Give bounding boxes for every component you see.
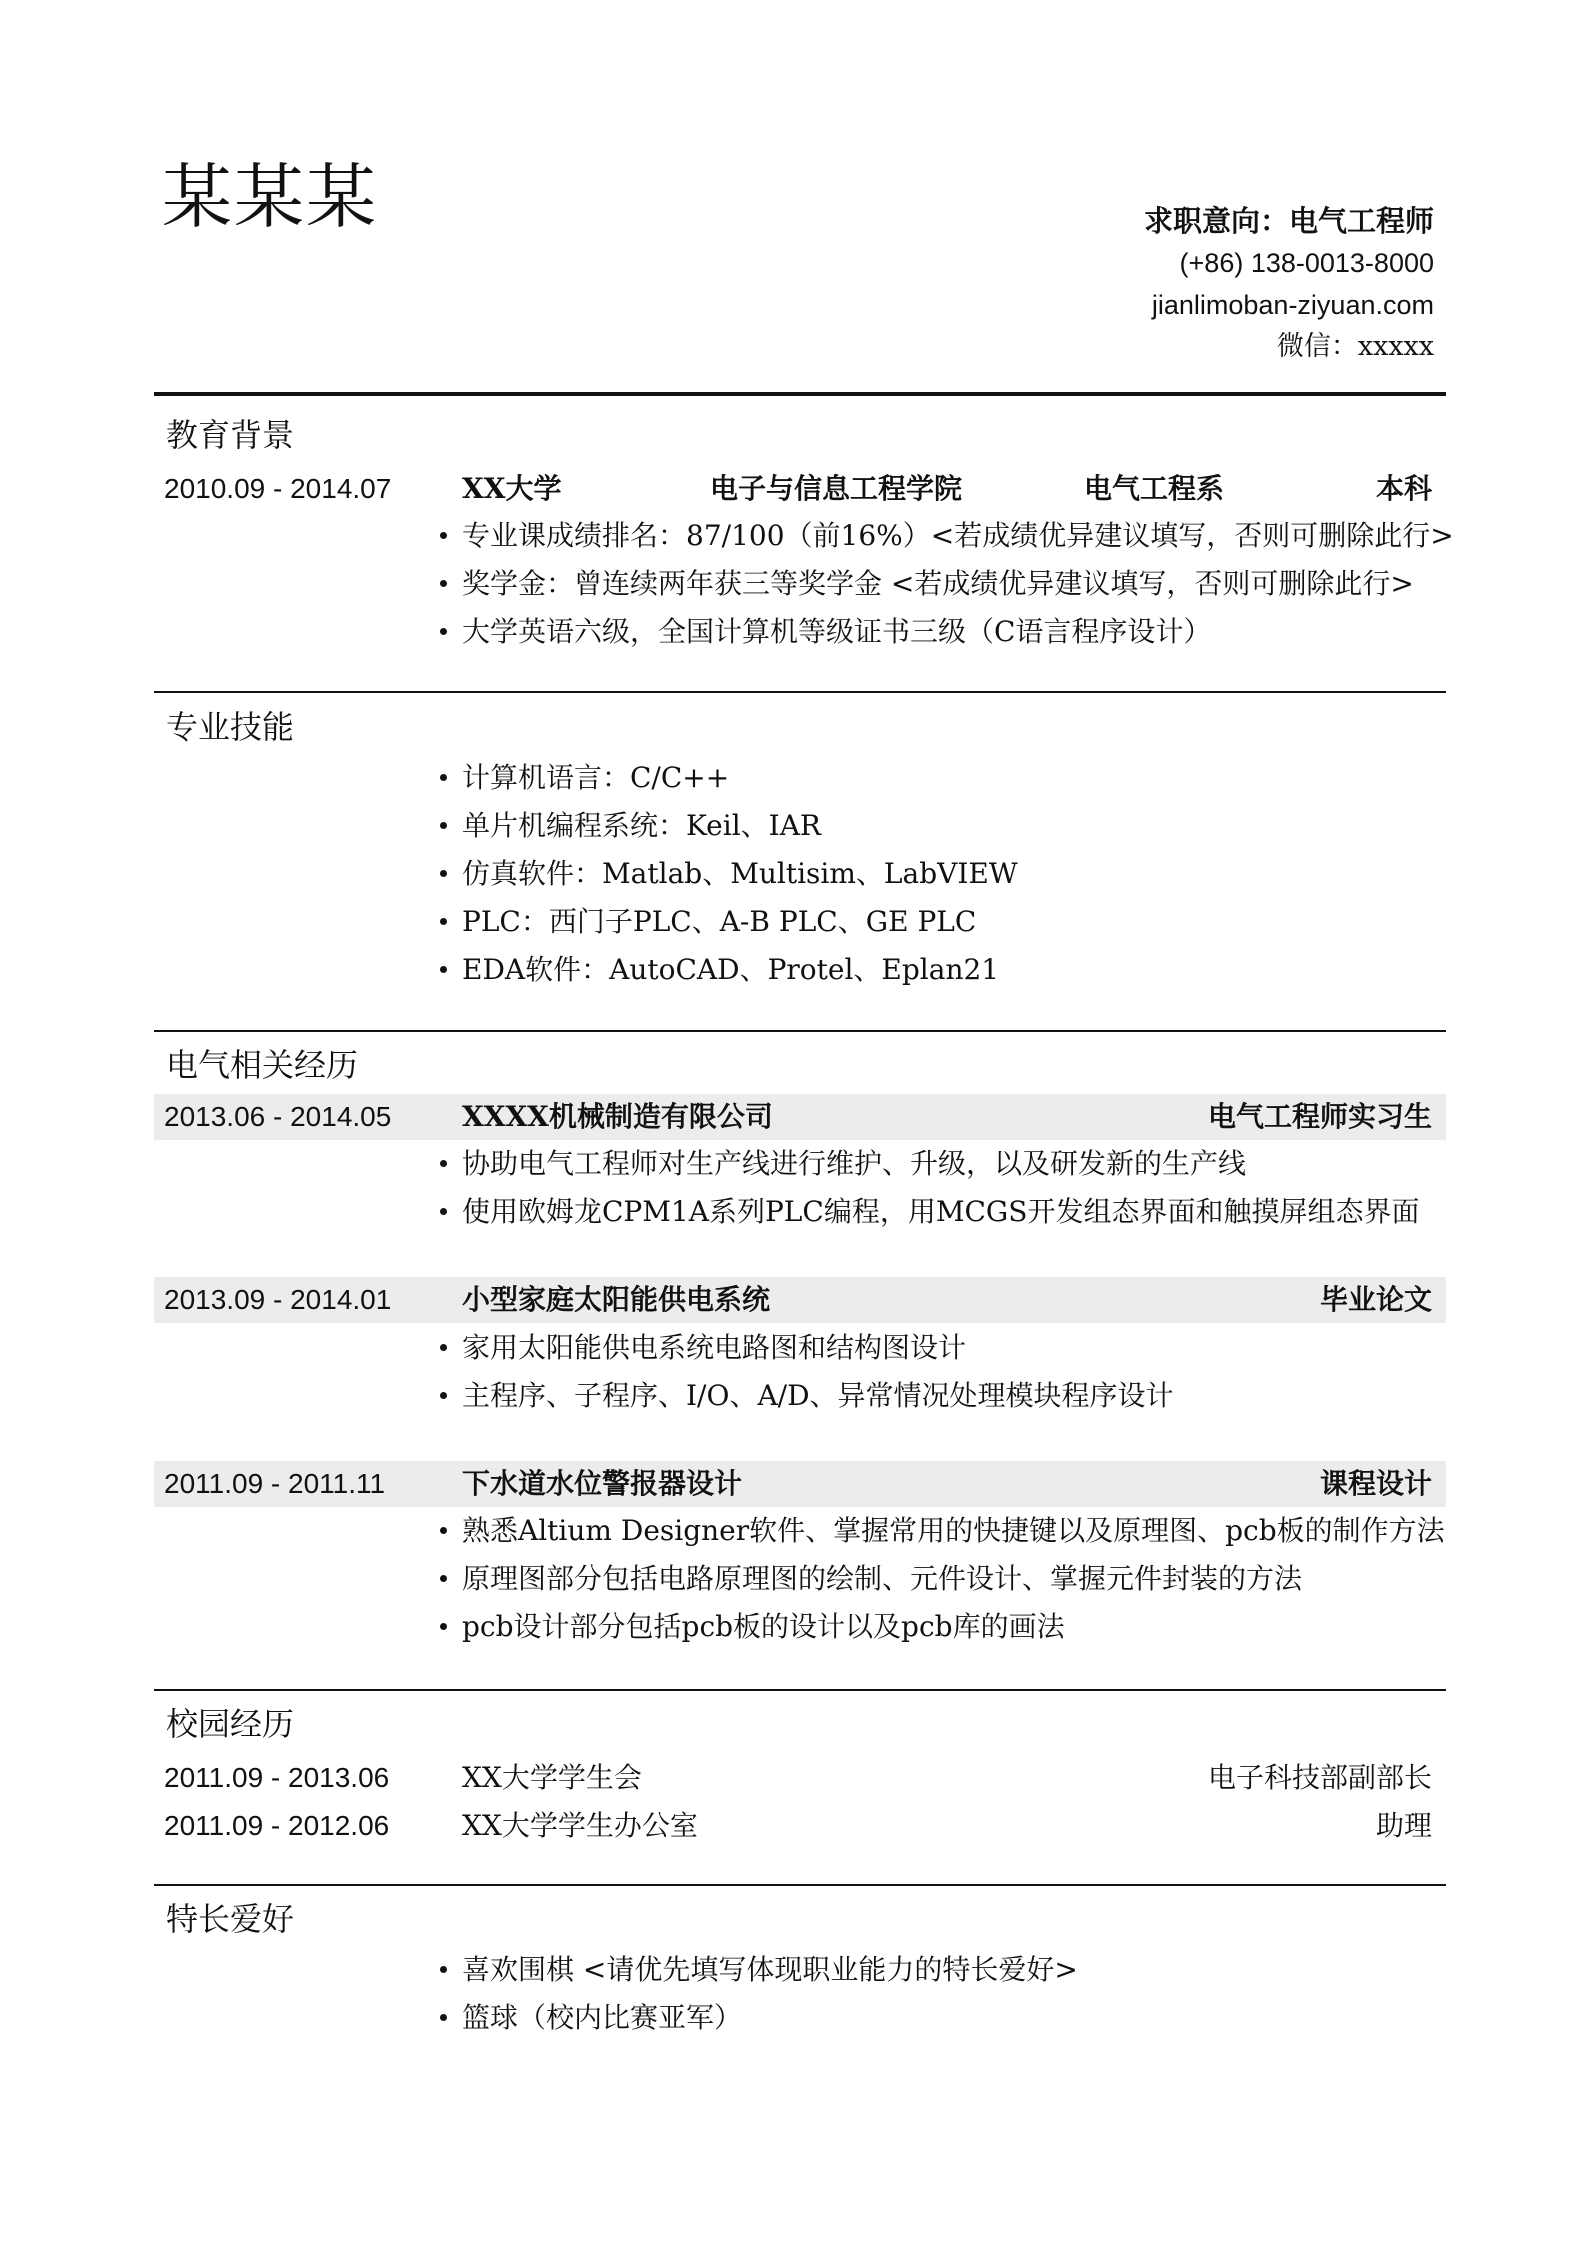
experience-row (154, 1277, 1446, 1323)
list-item: 仿真软件：Matlab、Multisim、LabVIEW (462, 850, 1018, 898)
bullet-icon (440, 1208, 447, 1215)
section-divider (154, 1884, 1446, 1886)
bullet-icon (440, 1160, 447, 1167)
experience-row (154, 1094, 1446, 1140)
header-divider (154, 392, 1446, 396)
experience-bullet-list (462, 1324, 1174, 1420)
campus-date: 2011.09 - 2013.06 (164, 1762, 390, 1793)
experience-date: 2011.09 - 2011.11 (164, 1468, 386, 1499)
list-item: pcb设计部分包括pcb板的设计以及pcb库的画法 (462, 1603, 1445, 1651)
education-department: 电气工程系 (1084, 472, 1225, 505)
campus-role: 电子科技部副部长 (1207, 1761, 1432, 1794)
phone-number: (+86) 138-0013-8000 (1179, 248, 1434, 278)
experience-role: 课程设计 (1319, 1467, 1432, 1500)
list-item: 原理图部分包括电路原理图的绘制、元件设计、掌握元件封装的方法 (462, 1555, 1445, 1603)
education-bullet-list (462, 512, 1454, 656)
list-item: 专业课成绩排名：87/100（前16%）<若成绩优异建议填写，否则可删除此行> (462, 512, 1454, 560)
list-item: 协助电气工程师对生产线进行维护、升级，以及研发新的生产线 (462, 1140, 1419, 1188)
bullet-icon (440, 870, 447, 877)
education-row (154, 466, 1446, 512)
section-title-hobbies: 特长爱好 (166, 1900, 295, 1938)
section-title-skills: 专业技能 (166, 708, 295, 746)
list-item: 奖学金：曾连续两年获三等奖学金 <若成绩优异建议填写，否则可删除此行> (462, 560, 1454, 608)
section-title-experience: 电气相关经历 (166, 1046, 359, 1084)
hobbies-bullet-list (462, 1946, 1078, 2042)
campus-role: 助理 (1375, 1809, 1432, 1842)
campus-date: 2011.09 - 2012.06 (164, 1810, 390, 1841)
campus-row (154, 1803, 1446, 1849)
bullet-icon (440, 1575, 447, 1582)
section-divider (154, 691, 1446, 693)
bullet-icon (440, 822, 447, 829)
list-item: EDA软件：AutoCAD、Protel、Eplan21 (462, 946, 1018, 994)
bullet-icon (440, 918, 447, 925)
bullet-icon (440, 1966, 447, 1973)
section-divider (154, 1030, 1446, 1032)
bullet-icon (440, 532, 447, 539)
experience-role: 电气工程师实习生 (1207, 1100, 1432, 1133)
resume-page (154, 0, 1454, 2244)
bullet-icon (440, 1527, 447, 1534)
list-item: 大学英语六级，全国计算机等级证书三级（C语言程序设计） (462, 608, 1454, 656)
list-item: PLC：西门子PLC、A-B PLC、GE PLC (462, 898, 1018, 946)
campus-org: XX大学学生会 (462, 1761, 642, 1794)
experience-bullet-list (462, 1507, 1445, 1651)
bullet-icon (440, 966, 447, 973)
list-item: 喜欢围棋 <请优先填写体现职业能力的特长爱好> (462, 1946, 1078, 1994)
list-item: 篮球（校内比赛亚军） (462, 1994, 1078, 2042)
contact-block (1144, 200, 1434, 368)
education-school: XX大学 (462, 472, 562, 505)
experience-date: 2013.09 - 2014.01 (164, 1284, 392, 1315)
bullet-icon (440, 2014, 447, 2021)
list-item: 熟悉Altium Designer软件、掌握常用的快捷键以及原理图、pcb板的制作方法 (462, 1507, 1445, 1555)
experience-bullet-list (462, 1140, 1419, 1236)
job-objective: 求职意向：电气工程师 (1143, 204, 1434, 238)
experience-org: 下水道水位警报器设计 (462, 1467, 743, 1500)
experience-org: 小型家庭太阳能供电系统 (462, 1283, 771, 1316)
education-degree: 本科 (1375, 472, 1432, 505)
list-item: 主程序、子程序、I/O、A/D、异常情况处理模块程序设计 (462, 1372, 1174, 1420)
experience-role: 毕业论文 (1319, 1283, 1432, 1316)
bullet-icon (440, 1623, 447, 1630)
bullet-icon (440, 580, 447, 587)
email-address: jianlimoban-ziyuan.com (1151, 290, 1434, 320)
experience-date: 2013.06 - 2014.05 (164, 1101, 392, 1132)
candidate-name: 某某某 (162, 156, 378, 238)
section-divider (154, 1689, 1446, 1691)
wechat-id: 微信：xxxxx (1276, 331, 1434, 362)
section-title-campus: 校园经历 (166, 1705, 295, 1743)
education-college: 电子与信息工程学院 (710, 472, 963, 505)
bullet-icon (440, 774, 447, 781)
section-title-education: 教育背景 (166, 416, 295, 454)
skills-bullet-list (462, 754, 1018, 994)
campus-row (154, 1755, 1446, 1801)
bullet-icon (440, 1344, 447, 1351)
experience-row (154, 1461, 1446, 1507)
experience-org: XXXX机械制造有限公司 (462, 1100, 773, 1133)
list-item: 使用欧姆龙CPM1A系列PLC编程，用MCGS开发组态界面和触摸屏组态界面 (462, 1188, 1419, 1236)
bullet-icon (440, 1392, 447, 1399)
list-item: 计算机语言：C/C++ (462, 754, 1018, 802)
list-item: 单片机编程系统：Keil、IAR (462, 802, 1018, 850)
campus-org: XX大学学生办公室 (462, 1809, 698, 1842)
bullet-icon (440, 628, 447, 635)
list-item: 家用太阳能供电系统电路图和结构图设计 (462, 1324, 1174, 1372)
education-date: 2010.09 - 2014.07 (164, 473, 392, 504)
